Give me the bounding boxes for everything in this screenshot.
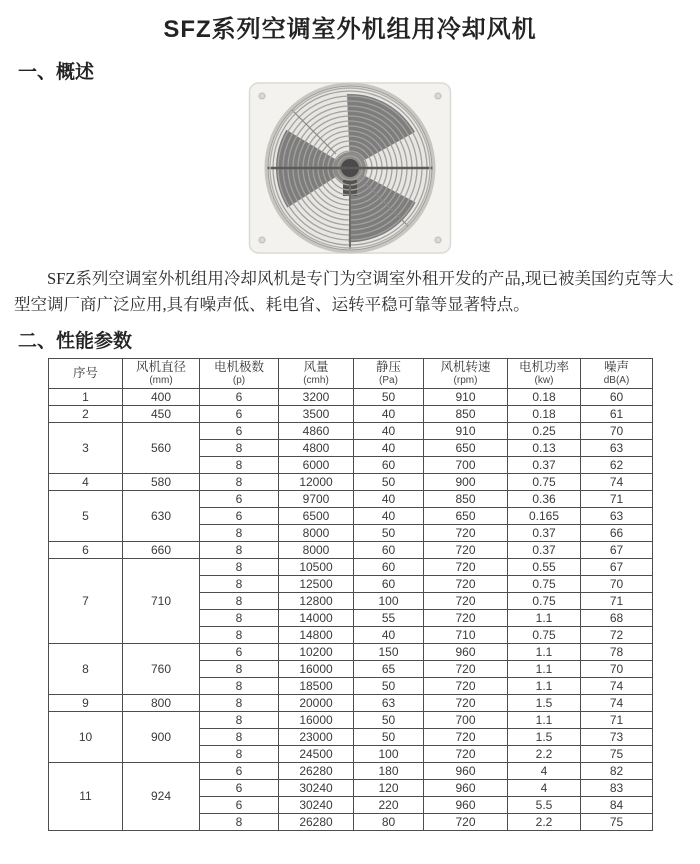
- cell-noise: 73: [581, 728, 653, 745]
- cell-diameter: 450: [123, 405, 200, 422]
- cell-poles: 8: [200, 575, 279, 592]
- cell-pressure: 40: [354, 507, 424, 524]
- cell-noise: 75: [581, 813, 653, 830]
- column-header-0: 序号: [49, 359, 123, 389]
- column-header-5: 风机转速 (rpm): [424, 359, 508, 389]
- cell-power: 0.37: [508, 456, 581, 473]
- cell-pressure: 50: [354, 677, 424, 694]
- cell-pressure: 50: [354, 388, 424, 405]
- cell-speed: 650: [424, 439, 508, 456]
- cell-no: 3: [49, 422, 123, 473]
- cell-power: 4: [508, 779, 581, 796]
- cell-airflow: 16000: [279, 660, 354, 677]
- fan-photo: [247, 80, 453, 256]
- cell-power: 1.5: [508, 694, 581, 711]
- column-header-4: 静压 (Pa): [354, 359, 424, 389]
- cell-pressure: 220: [354, 796, 424, 813]
- cell-power: 1.1: [508, 643, 581, 660]
- cell-speed: 910: [424, 422, 508, 439]
- cell-poles: 6: [200, 405, 279, 422]
- cell-poles: 8: [200, 609, 279, 626]
- table-row: [49, 762, 653, 779]
- cell-speed: 910: [424, 388, 508, 405]
- column-header-1: 风机直径 (mm): [123, 359, 200, 389]
- cell-pressure: 50: [354, 711, 424, 728]
- cell-noise: 60: [581, 388, 653, 405]
- performance-table-wrap: [48, 358, 700, 831]
- performance-table: [48, 358, 653, 831]
- cell-no: 2: [49, 405, 123, 422]
- cell-poles: 8: [200, 456, 279, 473]
- table-row: [49, 388, 653, 405]
- cell-airflow: 3200: [279, 388, 354, 405]
- cell-airflow: 6000: [279, 456, 354, 473]
- cell-power: 0.75: [508, 473, 581, 490]
- cell-poles: 8: [200, 524, 279, 541]
- cell-pressure: 40: [354, 490, 424, 507]
- cell-speed: 850: [424, 405, 508, 422]
- column-unit-2: (p): [232, 374, 246, 386]
- cell-airflow: 26280: [279, 762, 354, 779]
- cell-power: 0.25: [508, 422, 581, 439]
- cell-pressure: 65: [354, 660, 424, 677]
- table-row: [49, 405, 653, 422]
- page-title: SFZ系列空调室外机组用冷却风机: [163, 16, 537, 43]
- cell-poles: 6: [200, 779, 279, 796]
- table-row: [49, 694, 653, 711]
- cell-diameter: 924: [123, 762, 200, 830]
- cell-pressure: 63: [354, 694, 424, 711]
- cell-speed: 720: [424, 813, 508, 830]
- column-unit-6: (kw): [534, 374, 554, 386]
- cell-noise: 66: [581, 524, 653, 541]
- table-row: [49, 711, 653, 728]
- cell-speed: 960: [424, 796, 508, 813]
- cell-pressure: 60: [354, 558, 424, 575]
- cell-power: 0.18: [508, 405, 581, 422]
- cell-speed: 720: [424, 541, 508, 558]
- cell-no: 5: [49, 490, 123, 541]
- cell-pressure: 40: [354, 405, 424, 422]
- cell-noise: 78: [581, 643, 653, 660]
- cell-noise: 71: [581, 592, 653, 609]
- table-row: [49, 541, 653, 558]
- cell-pressure: 50: [354, 473, 424, 490]
- cell-speed: 720: [424, 745, 508, 762]
- column-header-2: 电机极数 (p): [200, 359, 279, 389]
- cell-airflow: 16000: [279, 711, 354, 728]
- cell-pressure: 180: [354, 762, 424, 779]
- cell-poles: 8: [200, 813, 279, 830]
- cell-power: 1.1: [508, 660, 581, 677]
- cell-noise: 62: [581, 456, 653, 473]
- cell-airflow: 8000: [279, 541, 354, 558]
- cell-noise: 67: [581, 558, 653, 575]
- cell-power: 1.1: [508, 677, 581, 694]
- table-header-row: [49, 359, 653, 389]
- cell-speed: 700: [424, 456, 508, 473]
- cell-airflow: 12000: [279, 473, 354, 490]
- cell-diameter: 580: [123, 473, 200, 490]
- cell-diameter: 560: [123, 422, 200, 473]
- cell-diameter: 900: [123, 711, 200, 762]
- cell-airflow: 24500: [279, 745, 354, 762]
- cell-airflow: 4860: [279, 422, 354, 439]
- table-row: [49, 643, 653, 660]
- cell-airflow: 8000: [279, 524, 354, 541]
- cell-airflow: 30240: [279, 796, 354, 813]
- cell-noise: 63: [581, 507, 653, 524]
- cell-airflow: 6500: [279, 507, 354, 524]
- cell-power: 0.55: [508, 558, 581, 575]
- cell-noise: 63: [581, 439, 653, 456]
- cell-power: 1.5: [508, 728, 581, 745]
- cell-airflow: 26280: [279, 813, 354, 830]
- cell-diameter: 630: [123, 490, 200, 541]
- cell-airflow: 18500: [279, 677, 354, 694]
- cell-power: 5.5: [508, 796, 581, 813]
- cell-noise: 68: [581, 609, 653, 626]
- cell-diameter: 800: [123, 694, 200, 711]
- cell-noise: 72: [581, 626, 653, 643]
- column-unit-5: (rpm): [453, 374, 478, 386]
- cell-pressure: 40: [354, 626, 424, 643]
- cell-airflow: 9700: [279, 490, 354, 507]
- cell-poles: 8: [200, 541, 279, 558]
- column-header-7: 噪声 dB(A): [581, 359, 653, 389]
- cell-airflow: 4800: [279, 439, 354, 456]
- cell-noise: 70: [581, 660, 653, 677]
- cell-noise: 83: [581, 779, 653, 796]
- cell-diameter: 710: [123, 558, 200, 643]
- cell-speed: 850: [424, 490, 508, 507]
- cell-poles: 6: [200, 643, 279, 660]
- cell-poles: 8: [200, 660, 279, 677]
- cell-power: 0.13: [508, 439, 581, 456]
- cell-poles: 6: [200, 507, 279, 524]
- cell-speed: 720: [424, 592, 508, 609]
- cell-pressure: 100: [354, 592, 424, 609]
- section-overview-heading: 一、概述: [18, 62, 95, 83]
- cell-speed: 650: [424, 507, 508, 524]
- cell-speed: 960: [424, 762, 508, 779]
- cell-pressure: 40: [354, 422, 424, 439]
- cell-power: 0.75: [508, 626, 581, 643]
- cell-poles: 8: [200, 558, 279, 575]
- cell-pressure: 50: [354, 728, 424, 745]
- cell-pressure: 40: [354, 439, 424, 456]
- cell-noise: 71: [581, 490, 653, 507]
- section-performance-heading: 二、性能参数: [18, 331, 133, 353]
- cell-speed: 710: [424, 626, 508, 643]
- cell-no: 1: [49, 388, 123, 405]
- cell-power: 2.2: [508, 745, 581, 762]
- cell-poles: 6: [200, 490, 279, 507]
- cell-airflow: 10500: [279, 558, 354, 575]
- cell-power: 1.1: [508, 609, 581, 626]
- cell-pressure: 55: [354, 609, 424, 626]
- cell-speed: 720: [424, 609, 508, 626]
- fan-photo-container: [0, 80, 700, 256]
- table-row: [49, 490, 653, 507]
- cell-speed: 960: [424, 779, 508, 796]
- cell-poles: 8: [200, 694, 279, 711]
- column-unit-7: dB(A): [603, 374, 630, 386]
- cell-power: 0.37: [508, 524, 581, 541]
- cell-pressure: 120: [354, 779, 424, 796]
- cell-poles: 8: [200, 439, 279, 456]
- table-row: [49, 422, 653, 439]
- cell-noise: 84: [581, 796, 653, 813]
- cell-pressure: 150: [354, 643, 424, 660]
- cell-poles: 6: [200, 796, 279, 813]
- cell-power: 0.36: [508, 490, 581, 507]
- cell-speed: 720: [424, 694, 508, 711]
- cell-power: 0.165: [508, 507, 581, 524]
- cell-speed: 720: [424, 728, 508, 745]
- cell-noise: 61: [581, 405, 653, 422]
- cell-no: 11: [49, 762, 123, 830]
- cell-noise: 70: [581, 575, 653, 592]
- column-header-6: 电机功率 (kw): [508, 359, 581, 389]
- cell-noise: 74: [581, 677, 653, 694]
- cell-no: 4: [49, 473, 123, 490]
- cell-poles: 6: [200, 422, 279, 439]
- cell-no: 10: [49, 711, 123, 762]
- cell-poles: 8: [200, 711, 279, 728]
- cell-power: 0.75: [508, 575, 581, 592]
- cell-speed: 720: [424, 660, 508, 677]
- cell-airflow: 12500: [279, 575, 354, 592]
- cell-noise: 70: [581, 422, 653, 439]
- cell-power: 0.37: [508, 541, 581, 558]
- cell-poles: 8: [200, 745, 279, 762]
- cell-noise: 82: [581, 762, 653, 779]
- cell-airflow: 23000: [279, 728, 354, 745]
- cell-poles: 8: [200, 677, 279, 694]
- cell-power: 4: [508, 762, 581, 779]
- table-row: [49, 558, 653, 575]
- cell-airflow: 3500: [279, 405, 354, 422]
- cell-diameter: 760: [123, 643, 200, 694]
- cell-diameter: 400: [123, 388, 200, 405]
- cell-power: 0.75: [508, 592, 581, 609]
- cell-airflow: 10200: [279, 643, 354, 660]
- cell-power: 1.1: [508, 711, 581, 728]
- cell-pressure: 50: [354, 524, 424, 541]
- cell-speed: 720: [424, 558, 508, 575]
- cell-noise: 74: [581, 694, 653, 711]
- cell-poles: 8: [200, 626, 279, 643]
- cell-noise: 71: [581, 711, 653, 728]
- cell-poles: 8: [200, 728, 279, 745]
- cell-speed: 720: [424, 524, 508, 541]
- cell-pressure: 80: [354, 813, 424, 830]
- cell-poles: 8: [200, 592, 279, 609]
- cell-pressure: 60: [354, 575, 424, 592]
- cell-no: 7: [49, 558, 123, 643]
- cell-noise: 75: [581, 745, 653, 762]
- cell-no: 6: [49, 541, 123, 558]
- table-row: [49, 473, 653, 490]
- cell-poles: 6: [200, 388, 279, 405]
- cell-power: 2.2: [508, 813, 581, 830]
- cell-airflow: 20000: [279, 694, 354, 711]
- cell-pressure: 100: [354, 745, 424, 762]
- cell-poles: 8: [200, 473, 279, 490]
- cell-airflow: 14000: [279, 609, 354, 626]
- cell-airflow: 14800: [279, 626, 354, 643]
- cell-pressure: 60: [354, 456, 424, 473]
- cell-airflow: 30240: [279, 779, 354, 796]
- cell-poles: 6: [200, 762, 279, 779]
- cell-pressure: 60: [354, 541, 424, 558]
- cell-no: 9: [49, 694, 123, 711]
- column-unit-1: (mm): [149, 374, 173, 386]
- cell-airflow: 12800: [279, 592, 354, 609]
- cell-speed: 720: [424, 677, 508, 694]
- cell-no: 8: [49, 643, 123, 694]
- cell-speed: 720: [424, 575, 508, 592]
- cell-noise: 74: [581, 473, 653, 490]
- cell-speed: 900: [424, 473, 508, 490]
- cell-speed: 700: [424, 711, 508, 728]
- cell-diameter: 660: [123, 541, 200, 558]
- cell-power: 0.18: [508, 388, 581, 405]
- column-unit-3: (cmh): [303, 374, 329, 386]
- intro-paragraph: SFZ系列空调室外机组用冷却风机是专门为空调室外租开发的产品,现已被美国约克等大型空调厂商广泛应用,具有噪声低、耗电省、运转平稳可靠等显著特点。: [14, 269, 674, 314]
- column-unit-4: (Pa): [379, 374, 398, 386]
- cell-noise: 67: [581, 541, 653, 558]
- column-header-3: 风量 (cmh): [279, 359, 354, 389]
- cell-speed: 960: [424, 643, 508, 660]
